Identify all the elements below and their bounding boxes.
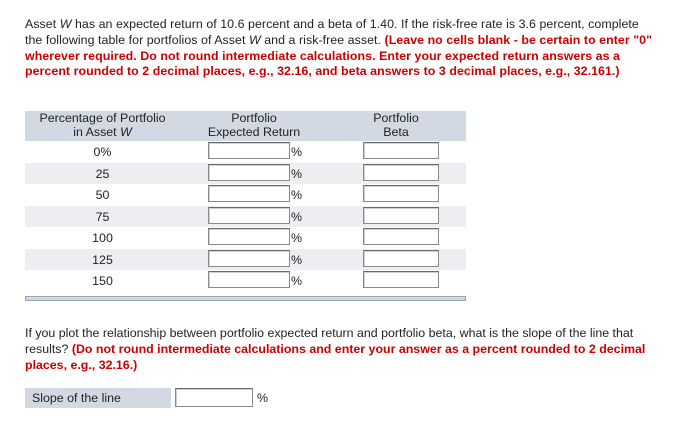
row-percentage: 50 bbox=[95, 188, 110, 202]
table-row bbox=[25, 227, 466, 249]
slope-unit: % bbox=[257, 391, 269, 405]
asset-name: W bbox=[248, 32, 261, 47]
beta-input[interactable] bbox=[363, 164, 439, 181]
problem-statement bbox=[25, 17, 655, 80]
table-header bbox=[25, 111, 466, 141]
percent-unit: % bbox=[291, 145, 303, 159]
table-row bbox=[25, 249, 466, 271]
header-expected-return: Portfolio Expected Return bbox=[207, 111, 301, 139]
percent-unit: % bbox=[291, 166, 303, 181]
expected-return-input[interactable] bbox=[208, 185, 290, 202]
beta-input[interactable] bbox=[363, 271, 439, 288]
expected-return-input[interactable] bbox=[208, 250, 290, 267]
table-row bbox=[25, 184, 466, 206]
expected-return-input[interactable] bbox=[208, 164, 290, 181]
percent-unit: % bbox=[291, 231, 303, 245]
header-beta: Portfolio Beta bbox=[373, 111, 419, 139]
intro-text: Asset bbox=[25, 17, 60, 31]
question-warning: (Do not round intermediate calculations and enter your answer as a percent rounded to 2 decimal places, e.g., 32.16.) bbox=[25, 341, 646, 372]
table-row bbox=[25, 206, 466, 228]
asset-name: W bbox=[59, 17, 72, 31]
row-percentage: 0% bbox=[93, 145, 112, 159]
slope-label: Slope of the line bbox=[32, 391, 121, 405]
table-row bbox=[25, 141, 466, 163]
intro-text: has an expected return of 10.6 percent and a beta of 1.40. If the risk-free rate is 3.6 percent, complete the following table for portfolios of Asset bbox=[25, 17, 639, 47]
header-percentage: Percentage of Portfolio in Asset W bbox=[39, 111, 166, 139]
table-row bbox=[25, 163, 466, 185]
beta-input[interactable] bbox=[363, 185, 439, 202]
percent-unit: % bbox=[291, 252, 303, 267]
beta-input[interactable] bbox=[363, 142, 439, 159]
section-divider bbox=[25, 296, 466, 301]
question-text: If you plot the relationship between portfolio expected return and portfolio beta, what is the slope of the line that results? bbox=[25, 326, 634, 356]
instructions-warning: (Leave no cells blank - be certain to enter "0" wherever required. Do not round intermediate calculations. Enter your expected return answers as a percent rounded to 2 decimal places, e.g., 32.16, and beta answers to 3 decimal places, e.g., 32.161.) bbox=[25, 32, 653, 79]
beta-input[interactable] bbox=[363, 250, 439, 267]
expected-return-input[interactable] bbox=[208, 271, 290, 288]
row-percentage: 150 bbox=[92, 274, 113, 288]
percent-unit: % bbox=[291, 274, 303, 288]
expected-return-input[interactable] bbox=[208, 142, 290, 159]
row-percentage: 25 bbox=[95, 166, 110, 181]
slope-question bbox=[25, 326, 655, 373]
row-percentage: 125 bbox=[92, 252, 113, 267]
percent-unit: % bbox=[291, 209, 303, 224]
expected-return-input[interactable] bbox=[208, 228, 290, 245]
percent-unit: % bbox=[291, 188, 303, 202]
row-percentage: 100 bbox=[92, 231, 113, 245]
slope-label-cell bbox=[25, 388, 171, 408]
intro-text: and a risk-free asset. bbox=[260, 32, 385, 47]
expected-return-input[interactable] bbox=[208, 207, 290, 224]
row-percentage: 75 bbox=[95, 209, 110, 224]
table-row bbox=[25, 270, 466, 292]
beta-input[interactable] bbox=[363, 207, 439, 224]
portfolio-table bbox=[25, 111, 466, 292]
slope-input[interactable] bbox=[175, 388, 253, 407]
beta-input[interactable] bbox=[363, 228, 439, 245]
